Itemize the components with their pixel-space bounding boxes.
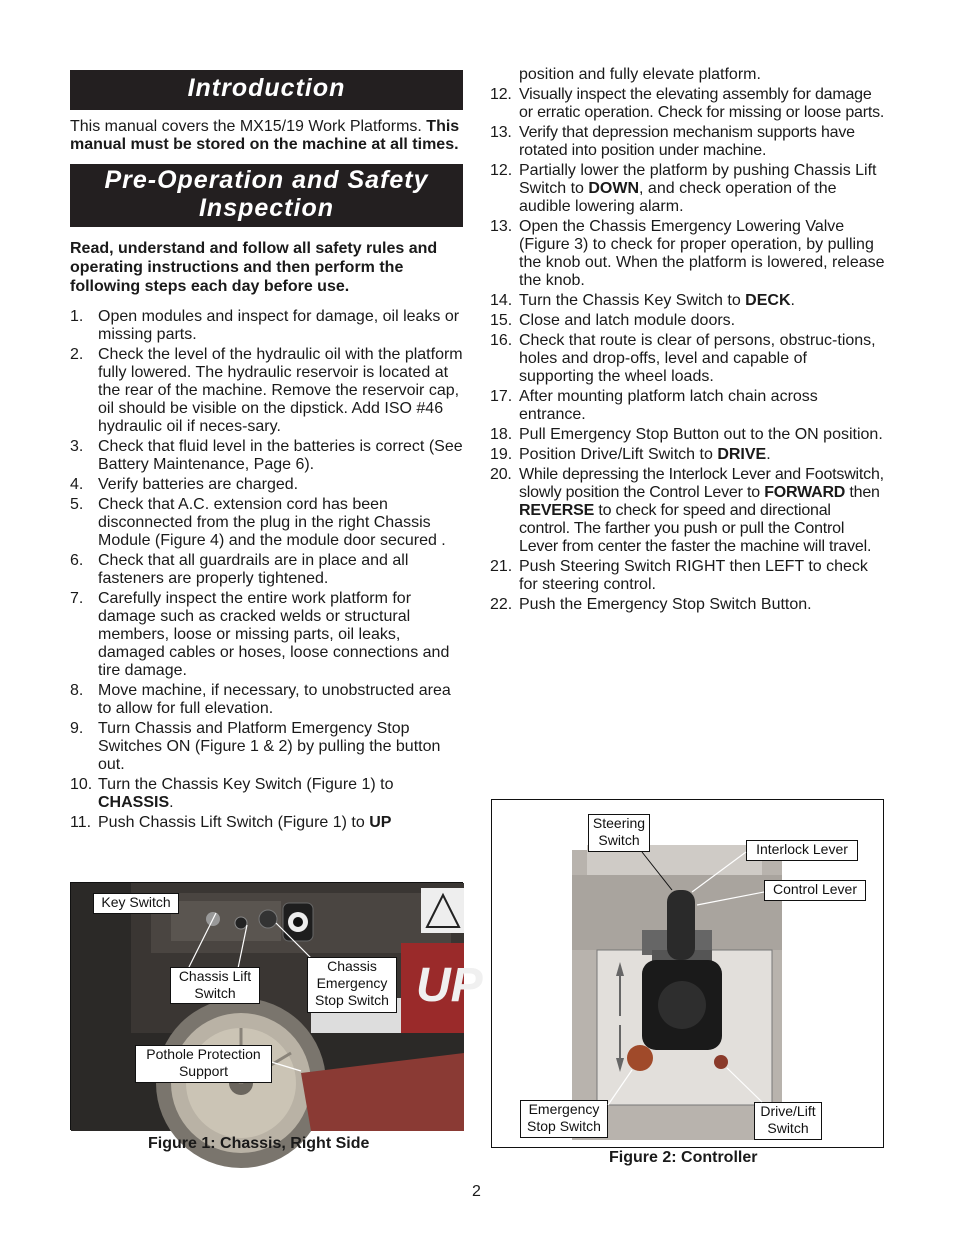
interlock-lever-callout: Interlock Lever — [746, 840, 858, 861]
list-item: 13. Open the Chassis Emergency Lowering Valve (Figure 3) to check for proper operation, by pulling the knob out. When the platform is lowered, release the knob. — [490, 218, 885, 289]
figure-1-chassis-photo — [70, 882, 483, 1130]
list-item: 8. Move machine, if necessary, to unobstructed area to allow for full elevation. — [70, 682, 451, 717]
figure-2-caption: Figure 2: Controller — [609, 1149, 758, 1166]
controller-callout-leaders — [492, 800, 885, 1149]
key-switch-callout: Key Switch — [93, 893, 179, 914]
list-item: 13. Verify that depression mechanism supports have rotated into position under machine. — [490, 124, 855, 159]
figure-2-controller-photo — [491, 799, 884, 1148]
chassis-photo-illustration — [71, 883, 483, 1131]
list-item: 14. Turn the Chassis Key Switch to DECK. — [490, 292, 795, 309]
intro-bold-text: This manual must be stored on the machine at all times. — [70, 118, 460, 153]
page-number: 2 — [472, 1183, 481, 1200]
introduction-heading: Introduction — [70, 70, 463, 110]
list-item: 11. Push Chassis Lift Switch (Figure 1) to UP — [70, 814, 392, 831]
list-item: 12. Visually inspect the elevating assembly for damage or erratic operation. Check for missing or loose parts. — [490, 86, 885, 121]
list-item: 1. Open modules and inspect for damage, oil leaks or missing parts. — [70, 308, 460, 343]
intro-paragraph — [70, 118, 463, 154]
safety-inspection-heading — [70, 164, 463, 227]
pothole-protection-callout: Pothole Protection Support — [135, 1045, 272, 1083]
list-item: 19. Position Drive/Lift Switch to DRIVE. — [490, 446, 771, 463]
list-item: 15. Close and latch module doors. — [490, 312, 736, 329]
list-item: 18. Pull Emergency Stop Button out to the ON position. — [490, 426, 883, 443]
decal-text: UP — [416, 959, 483, 1012]
list-item: 17. After mounting platform latch chain across entrance. — [490, 388, 818, 423]
list-item: 12. Partially lower the platform by pushing Chassis Lift Switch to DOWN, and check operation of the audible lowering alarm. — [490, 162, 877, 215]
chassis-emergency-stop-callout: Chassis Emergency Stop Switch — [307, 957, 397, 1013]
intro-text: This manual covers the MX15/19 Work Platforms. — [70, 118, 422, 135]
list-item: 3. Check that fluid level in the batteries is correct (See Battery Maintenance, Page 6). — [70, 438, 463, 473]
list-item: 2. Check the level of the hydraulic oil with the platform fully lowered. The hydraulic reservoir is located at the rear of the machine. Remove the reservoir cap, oil should be visible on the dipstick. Add ISO #46 hydraulic oil if neces-sary. — [70, 346, 463, 435]
list-item: 9. Turn Chassis and Platform Emergency Stop Switches ON (Figure 1 & 2) by pulling the button out. — [70, 720, 441, 773]
list-item: 4. Verify batteries are charged. — [70, 476, 299, 493]
safety-heading-line-2: Inspection — [198, 194, 334, 222]
list-item: 22. Push the Emergency Stop Switch Button. — [490, 596, 812, 613]
inspection-steps-list — [70, 308, 463, 832]
list-item: 10. Turn the Chassis Key Switch (Figure 1) to CHASSIS. — [70, 776, 394, 811]
chassis-lift-switch-callout: Chassis Lift Switch — [170, 967, 260, 1004]
control-lever-callout: Control Lever — [764, 880, 866, 901]
list-item: 16. Check that route is clear of persons, obstruc-tions, holes and drop-offs, level and capable of supporting the wheel loads. — [490, 332, 876, 385]
drive-lift-switch-callout: Drive/Lift Switch — [754, 1102, 822, 1140]
list-item: 5. Check that A.C. extension cord has been disconnected from the plug in the right Chassis Module (Figure 4) and the module door secured . — [70, 496, 446, 549]
continued-text: position and fully elevate platform. — [519, 66, 761, 83]
lead-paragraph: Read, understand and follow all safety rules and operating instructions and then perform the following steps each day before use. — [70, 240, 438, 295]
left-column — [70, 70, 463, 834]
list-item: 6. Check that all guardrails are in place and all fasteners are properly tightened. — [70, 552, 409, 587]
list-item: 7. Carefully inspect the entire work platform for damage such as cracked welds or structural members, loose or missing parts, oil leaks, damaged cables or hoses, loose connections and tire damage. — [70, 590, 450, 679]
right-column — [490, 66, 885, 616]
emergency-stop-switch-callout: Emergency Stop Switch — [520, 1100, 608, 1138]
list-item: 21. Push Steering Switch RIGHT then LEFT to check for steering control. — [490, 558, 868, 593]
inspection-steps-list-continued — [490, 86, 885, 614]
list-item: 20. While depressing the Interlock Lever and Footswitch, slowly position the Control Lever to FORWARD then REVERSE to check for speed and directional control. The farther you push or pull the Control Lever from center the faster the machine will travel. — [490, 466, 884, 555]
safety-heading-line-1: Pre-Operation and Safety — [104, 166, 429, 194]
figure-1-caption: Figure 1: Chassis, Right Side — [148, 1135, 370, 1152]
steering-switch-callout: Steering Switch — [588, 814, 650, 852]
